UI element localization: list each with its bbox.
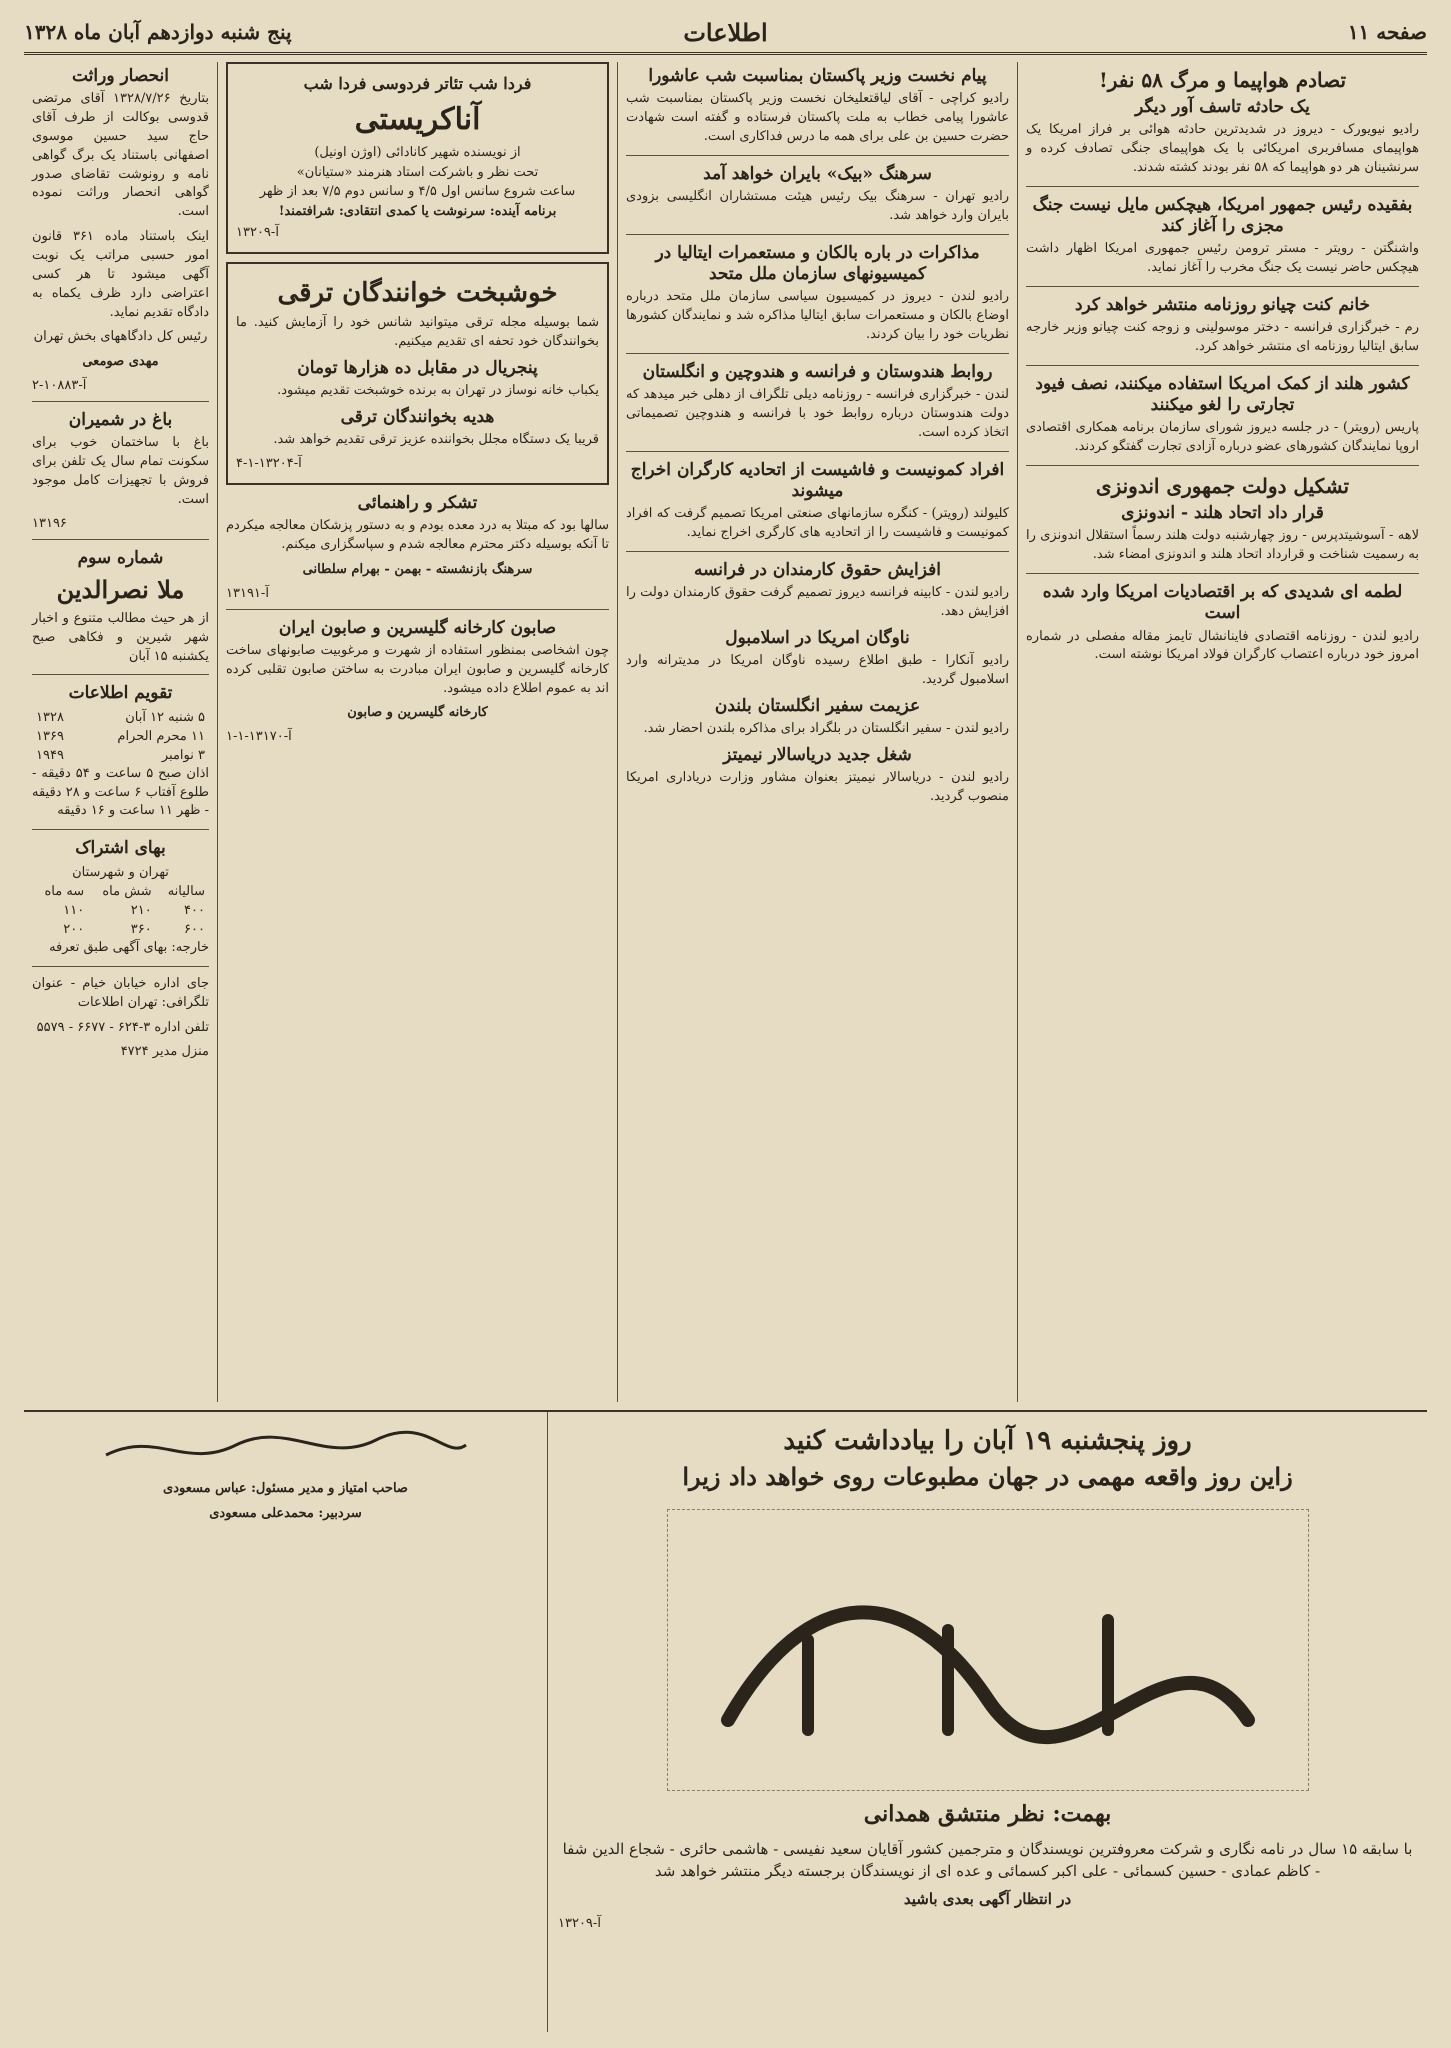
divider bbox=[32, 829, 209, 830]
kaviyan-line-1: روز پنجشنبه ۱۹ آبان را بیادداشت کنید bbox=[783, 1426, 1192, 1456]
divider bbox=[1026, 573, 1419, 574]
theater-ad bbox=[226, 62, 609, 254]
divider bbox=[32, 674, 209, 675]
headline-holland: کشور هلند از کمک امریکا استفاده میکنند، نصف فیود تجارتی را لغو میکنند bbox=[1035, 373, 1410, 416]
soap-signature: کارخانه گلیسرین و صابون bbox=[347, 705, 488, 721]
divider bbox=[226, 609, 609, 610]
subscription-table bbox=[32, 882, 209, 939]
divider bbox=[626, 234, 1009, 235]
thanks-text: سالها بود که مبتلا به درد معده بودم و به دستور پزشکان معالجه میکردم تا آنکه بوسیله دکتر محترم معالجه شدم و سپاسگزاری میکنم. bbox=[226, 518, 609, 552]
headline-unions: افراد کمونیست و فاشیست از اتحادیه کارگران اخراج میشوند bbox=[630, 459, 1005, 501]
taraghi-sub: پنجریال در مقابل ده هزارها تومان bbox=[297, 357, 538, 378]
divider bbox=[626, 551, 1009, 552]
headline-garden: باغ در شمیران bbox=[68, 410, 173, 431]
article-us-economy: رادیو لندن - روزنامه اقتصادی فاینانشال تایمز مقاله مفصلی در شماره امروز خود درباره اعتصاب کارگران فولاد امریکا نوشته است. bbox=[1026, 628, 1419, 663]
calendar-title: تقویم اطلاعات bbox=[68, 683, 173, 704]
page-number: صفحه ۱۱ bbox=[1347, 20, 1427, 44]
table-row: ساليانه شش ماه سه ماه bbox=[44, 884, 205, 899]
divider bbox=[1026, 186, 1419, 187]
headline-plane-crash: تصادم هواپیما و مرگ ۵۸ نفر! bbox=[1098, 68, 1347, 92]
taraghi-text: شما بوسیله مجله ترقی میتوانید شانس خود را آزمایش کنید. ما بخوانندگان خود تحفه ای تقدیم میکنیم. bbox=[236, 315, 599, 349]
headline-us-economy: لطمه ای شدیدی که بر اقتصادیات امریکا وارد شده است bbox=[1042, 582, 1403, 624]
columns bbox=[24, 62, 1427, 1402]
subhead-indonesia: قرار داد اتحاد هلند - اندونزی bbox=[1121, 503, 1324, 524]
theater-time: ساعت شروع سانس اول ۴/۵ و سانس دوم ۷/۵ بعد از ظهر bbox=[259, 184, 576, 199]
director-phone: منزل مدیر ۴۷۲۴ bbox=[120, 1044, 209, 1060]
article-india-relations: لندن - خبرگزاری فرانسه - روزنامه دیلی تلگراف از دهلی خبر میدهد که دولت هندوستان درباره روابط خود با فرانسه و هندوچین تصمیماتی اتخاذ کرده است. bbox=[626, 387, 1009, 440]
headline-inheritance: انحصار وراثت bbox=[71, 66, 170, 86]
notice-inheritance: بتاریخ ۱۳۲۸/۷/۲۶ آقای مرتضی قدوسی بوکالت از طرف آقای حاج سید حسین موسوی اصفهانی باستناد یک برگ گواهی نامه و رونوشت تقاضای صدور گواهی انحصار وراثت نموده است. bbox=[32, 91, 210, 220]
calendar-table bbox=[32, 708, 209, 765]
notice-inheritance-2: اینک باستناد ماده ۳۶۱ قانون امور حسبی مراتب یک نوبت آگهی میشود تا هر کسی اعتراضی دارد ظرف یکماه به دادگاه تقدیم نماید. bbox=[32, 229, 209, 320]
headline-nimitz: شغل جدید دریاسالار نیمیتز bbox=[723, 744, 912, 765]
taraghi-text-3: قریبا یک دستگاه مجلل بخواننده عزیز ترقی تقدیم خواهد شد. bbox=[273, 432, 599, 448]
kaviyan-text: با سابقه ۱۵ سال در نامه نگاری و شرکت معروفترین نویسندگان و مترجمین کشور آقایان سعید نفیسی - هاشمی حائری - شجاع الدین شفا - کاظم عمادی - حسین کسمائی - علی اکبر کسمائی و عده ای از نویسندگان برجسته دیگر منتشر خواهد شد bbox=[562, 1840, 1413, 1880]
subscription-note: خارجه: بهای آگهی طبق تعرفه bbox=[49, 940, 209, 955]
issue-date: پنج شنبه دوازدهم آبان ماه ۱۳۲۸ bbox=[23, 20, 292, 44]
kaviyan-await: در انتظار آگهی بعدی باشید bbox=[903, 1889, 1072, 1908]
masthead bbox=[24, 12, 1427, 55]
ad-code: آ-۱۳۲۰۹ bbox=[236, 225, 279, 240]
signature-scribble bbox=[96, 1425, 476, 1475]
article-nimitz: رادیو لندن - دریاسالار نیمیتز بعنوان مشاور وزارت دریاداری امریکا منصوب گردید. bbox=[626, 769, 1009, 804]
bottom-section bbox=[24, 1410, 1427, 2032]
mulla-issue: شماره سوم bbox=[77, 547, 164, 568]
headline-france-salaries: افزایش حقوق کارمندان در فرانسه bbox=[694, 559, 941, 580]
article-balkans: رادیو لندن - دیروز در کمیسیون سیاسی سازمان ملل متحد درباره اوضاع بالکان و مستعمرات سابق ایتالیا مذاکره شد و نمایندگان کشورها نظریات خود را بیان کردند. bbox=[626, 289, 1009, 342]
soap-title: صابون کارخانه گلیسرین و صابون ایران bbox=[278, 617, 557, 638]
kaviyan-ad bbox=[547, 1412, 1427, 2032]
theater-header: فردا شب تئاتر فردوسی فردا شب bbox=[303, 74, 532, 93]
publisher-signature bbox=[32, 1420, 539, 1480]
kaviyan-logo-art bbox=[688, 1520, 1288, 1780]
mulla-title: ملا نصرالدین bbox=[56, 574, 185, 604]
notice-signer-title: رئیس کل دادگاههای بخش تهران bbox=[33, 329, 208, 345]
subhead-plane-crash: یک حادثه تاسف آور دیگر bbox=[1135, 97, 1310, 117]
table-row: ۳ نوامبر ۱۹۴۹ bbox=[36, 747, 205, 763]
table-row: ۵ شنبه ۱۲ آبان ۱۳۲۸ bbox=[36, 709, 205, 725]
headline-beck: سرهنگ «بیک» بایران خواهد آمد bbox=[703, 163, 932, 184]
column-3 bbox=[217, 62, 617, 1402]
headline-balkans: مذاکرات در باره بالکان و مستعمرات ایتالیا در کمیسیونهای سازمان ملل متحد bbox=[655, 242, 980, 284]
ad-code: آ-۱۳۱۹۱ bbox=[226, 585, 269, 601]
headline-ciano: خانم کنت چیانو روزنامه منتشر خواهد کرد bbox=[1074, 294, 1371, 315]
bottom-left-column bbox=[24, 1412, 547, 2032]
ad-code: آ-۱۳۲۰۴-۱-۴ bbox=[236, 455, 302, 471]
kaviyan-editor: بهمت: نظر منتشق همدانی bbox=[863, 1801, 1112, 1827]
headline-indonesia: تشکیل دولت جمهوری اندونزی bbox=[1095, 474, 1350, 499]
ad-code: آ-۱۰۸۸۳-۲ bbox=[32, 378, 87, 394]
article-france-salaries: رادیو لندن - کابینه فرانسه دیروز تصمیم گرفت حقوق کارمندان دولت را افزایش دهد. bbox=[626, 584, 1009, 619]
calendar-prayer-times: اذان صبح ۵ ساعت و ۵۴ دقیقه - طلوع آفتاب ۶ ساعت و ۲۸ دقیقه - ظهر ۱۱ ساعت و ۱۶ دقیقه bbox=[32, 765, 209, 819]
taraghi-text-2: یکباب خانه نوساز در تهران به برنده خوشبخت تقدیم میشود. bbox=[277, 382, 599, 398]
soap-text: چون اشخاصی بمنظور استفاده از شهرت و مرغوبیت صابونهای ساخت کارخانه گلیسرین و صابون ایران مبادرت به ساختن صابون تقلبی کرده اند به عموم اطلاع داده میشود. bbox=[226, 642, 609, 696]
table-row: ۴۰۰ ۲۱۰ ۱۱۰ bbox=[63, 903, 205, 918]
divider bbox=[32, 401, 209, 402]
ad-code: آ-۱۳۲۰۹ bbox=[558, 1916, 601, 1932]
taraghi-title: خوشبخت خوانندگان ترقی bbox=[277, 278, 558, 308]
column-2 bbox=[617, 62, 1017, 1402]
thanks-title: تشکر و راهنمائی bbox=[357, 492, 478, 513]
theater-next: برنامه آینده: سرنوشت یا کمدی انتقادی: شرافتمند! bbox=[278, 203, 557, 219]
divider bbox=[626, 451, 1009, 452]
headline-ambassador: عزیمت سفیر انگلستان بلندن bbox=[714, 695, 921, 716]
headline-india-relations: روابط هندوستان و فرانسه و هندوچین و انگلستان bbox=[642, 361, 993, 382]
taraghi-gift: هدیه بخوانندگان ترقی bbox=[340, 406, 495, 427]
article-plane-crash: رادیو نیویورک - دیروز در شدیدترین حادثه هوائی بر فراز امریکا یک هواپیمای مسافربری امریکائی با یک هواپیمای جنگی تصادف کرده و سرنشینان هر دو هواپیما که ۵۸ نفر بودند کشته شدند. bbox=[1026, 122, 1419, 175]
kaviyan-logo bbox=[667, 1509, 1309, 1791]
article-us-fleet: رادیو آنکارا - طبق اطلاع رسیده ناوگان امریکا در مدیترانه وارد اسلامبول گردید. bbox=[626, 652, 1009, 687]
article-indonesia: لاهه - آسوشیتدپرس - روز چهارشنبه دولت هلند رسماً استقلال اندونزی را به رسمیت شناخت و قرارداد اتحاد هلند و اندونزی امضاء شد. bbox=[1026, 528, 1419, 563]
notice-signer-name: مهدی صومعی bbox=[82, 354, 159, 370]
office-address: جای اداره خیابان خیام - عنوان تلگرافی: تهران اطلاعات bbox=[32, 975, 209, 1010]
headline-us-fleet: ناوگان امریکا در اسلامبول bbox=[725, 627, 910, 648]
theater-author: از نویسنده شهیر کانادائی (اوژن اونیل) bbox=[314, 145, 521, 160]
headline-pakistan: پیام نخست وزیر پاکستان بمناسبت شب عاشورا bbox=[648, 66, 987, 86]
column-1 bbox=[1017, 62, 1427, 1402]
office-phones: تلفن اداره ۳-۶۲۴ - ۶۶۷۷ - ۵۵۷۹ bbox=[36, 1019, 209, 1035]
divider bbox=[626, 353, 1009, 354]
theater-title: آناکریستی bbox=[354, 102, 481, 137]
divider bbox=[626, 155, 1009, 156]
subscription-title: بهای اشتراک bbox=[75, 838, 166, 859]
article-beck: رادیو تهران - سرهنگ بیک رئیس هیئت مستشاران انگلیسی بزودی بایران وارد خواهد شد. bbox=[626, 189, 1009, 223]
article-unions: کلیولند (رویتر) - کنگره سازمانهای صنعتی امریکا تصمیم گرفت که افراد کمونیست و فاشیست را از اتحادیه های کارگری اخراج نماید. bbox=[626, 506, 1009, 540]
article-ambassador: رادیو لندن - سفیر انگلستان در بلگراد برای مذاکره بلندن احضار شد. bbox=[643, 720, 1009, 736]
mulla-text: از هر حیث مطالب متنوع و اخبار شهر شیرین و فکاهی صبح یکشنبه ۱۵ آبان bbox=[32, 610, 209, 664]
thanks-notice bbox=[226, 493, 609, 601]
taraghi-ad bbox=[226, 262, 609, 485]
divider bbox=[1026, 365, 1419, 366]
ad-code: آ-۱۳۱۷۰-۱-۱ bbox=[226, 729, 292, 745]
subscription-region: تهران و شهرستان bbox=[72, 864, 169, 880]
theater-director: تحت نظر و باشرکت استاد هنرمند «ستیانان» bbox=[296, 164, 539, 180]
divider bbox=[1026, 465, 1419, 466]
column-4 bbox=[24, 62, 217, 1402]
thanks-signature: سرهنگ بازنشسته - بهمن - بهرام سلطانی bbox=[302, 561, 533, 577]
publisher-owner: صاحب امتیاز و مدیر مسئول: عباس مسعودی bbox=[163, 1481, 408, 1496]
ad-garden: باغ با ساختمان خوب برای سکونت تمام سال یک تلفن برای فروش با تجهیزات کامل موجود است. bbox=[32, 435, 209, 507]
headline-truman: بفقیده رئیس جمهور امریکا، هیچکس مایل نیست جنگ مجزی را آغاز کند bbox=[1032, 194, 1413, 237]
soap-ad bbox=[226, 618, 609, 745]
divider bbox=[32, 966, 209, 967]
kaviyan-line-2: زاین روز واقعه مهمی در جهان مطبوعات روی خواهد داد زیرا bbox=[682, 1462, 1293, 1491]
divider bbox=[32, 539, 209, 540]
ad-code: ۱۳۱۹۶ bbox=[32, 515, 67, 531]
article-truman: واشنگتن - رویتر - مستر ترومن رئیس جمهوری امریکا اظهار داشت هیچکس حاضر نیست یک جنگ مخرب را آغاز نماید. bbox=[1026, 241, 1419, 276]
table-row: ۱۱ محرم الحرام ۱۳۶۹ bbox=[36, 728, 205, 744]
article-holland: پاریس (رویتر) - در جلسه دیروز شورای سازمان برنامه همکاری اقتصادی اروپا نمایندگان کشورهای عضو درباره آزادی تجارت گفتگو کردند. bbox=[1026, 420, 1419, 455]
article-ciano: رم - خبرگزاری فرانسه - دختر موسولینی و زوجه کنت چیانو وزیر خارجه سابق ایتالیا روزنامه ای منتشر خواهد کرد. bbox=[1026, 320, 1419, 355]
divider bbox=[1026, 286, 1419, 287]
article-pakistan: رادیو کراچی - آقای لیاقتعلیخان نخست وزیر پاکستان بمناسبت شب عاشورا پیامی خطاب به ملت پاکستان فرستاده و گفته است شهادت حضرت حسین بن علی برای همه ما درس فداکاری است. bbox=[626, 91, 1009, 144]
paper-name: اطلاعات bbox=[683, 17, 768, 47]
publisher-editor: سردبیر: محمدعلی مسعودی bbox=[209, 1505, 362, 1521]
table-row: ۶۰۰ ۳۶۰ ۲۰۰ bbox=[63, 922, 205, 937]
